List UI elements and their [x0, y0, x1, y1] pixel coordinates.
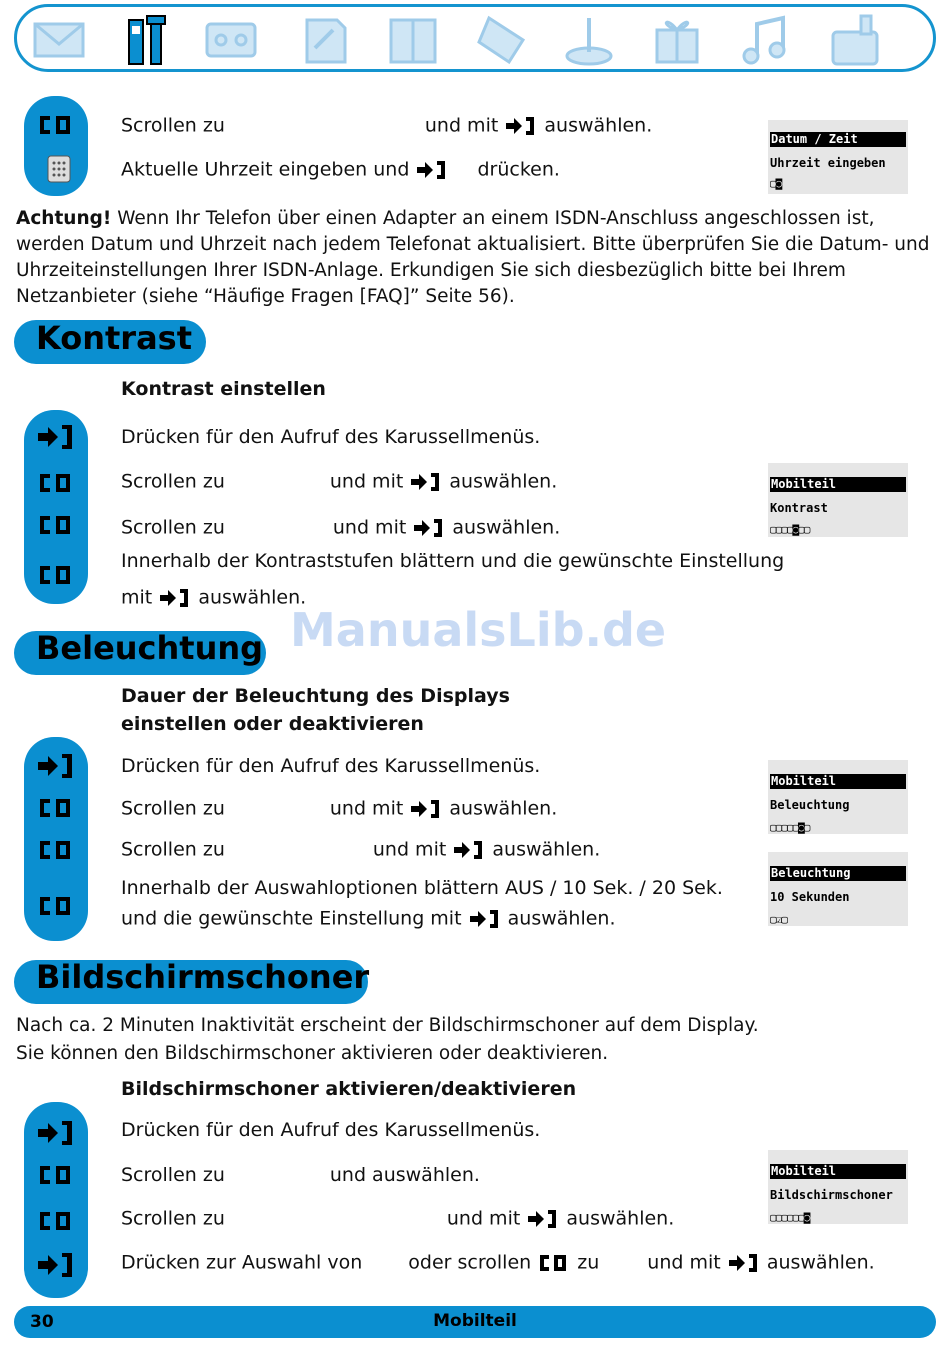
scroll-key-icon	[36, 793, 76, 823]
ok-key-icon	[409, 470, 443, 494]
step-icon-pill	[24, 410, 88, 604]
phone-tools-icon	[117, 12, 173, 68]
lcd-line: Bildschirmschoner	[770, 1188, 893, 1202]
scroll-key-icon	[36, 560, 76, 590]
scroll-key-icon	[36, 835, 76, 865]
scroll-key-icon	[537, 1251, 571, 1275]
subheading: Bildschirmschoner aktivieren/deaktivieren	[121, 1078, 577, 1100]
step-icon-pill	[24, 1102, 88, 1298]
ok-key-icon	[409, 797, 443, 821]
ok-key-icon	[36, 751, 76, 781]
page-footer	[14, 1306, 936, 1338]
lcd-display	[768, 463, 908, 537]
ok-key-icon	[36, 1118, 76, 1148]
lcd-title: Beleuchtung	[770, 866, 906, 881]
ok-key-icon	[36, 422, 76, 452]
subheading: Dauer der Beleuchtung des Displays	[121, 685, 510, 707]
keypad-icon	[473, 12, 529, 68]
lcd-display	[768, 1150, 908, 1224]
top-icon-bar	[14, 4, 936, 72]
music-icon	[737, 12, 793, 68]
ok-key-icon	[36, 1250, 76, 1280]
step-text: Scrollen zu und mit auswählen.	[121, 1207, 675, 1230]
scroll-key-icon	[36, 110, 76, 140]
step-text: Scrollen zu und mit auswählen.	[121, 470, 558, 493]
phone-base-icon	[827, 12, 883, 68]
scroll-key-icon	[36, 468, 76, 498]
scroll-key-icon	[36, 1206, 76, 1236]
book-icon	[385, 12, 441, 68]
section-heading: Bildschirmschoner	[36, 958, 370, 996]
step-text: Drücken für den Aufruf des Karussellmenüs.	[121, 755, 541, 777]
warning-paragraph: Achtung! Wenn Ihr Telefon über einen Adapter an einem ISDN-Anschluss angeschlossen ist, werden Datum und Uhrzeit nach jedem Telefonat aktualisiert. Bitte überprüfen Sie die Datum- und Uhrzeiteinstellungen Ihrer ISDN-Anlage. Erkundigen Sie sich diesbezüglich bitte bei Ihrem Netzanbieter (siehe “Häufige Fragen [FAQ]” Seite 56).	[16, 208, 930, 307]
lcd-display	[768, 852, 908, 926]
ok-key-icon	[727, 1251, 761, 1275]
ok-key-icon	[412, 516, 446, 540]
step-text: Innerhalb der Auswahloptionen blättern AUS / 10 Sek. / 20 Sek.	[121, 877, 723, 899]
step-text: Drücken für den Aufruf des Karussellmenüs.	[121, 426, 541, 448]
lcd-indicator: ▢☑▢	[770, 913, 787, 926]
ok-key-icon	[526, 1207, 560, 1231]
step-text: Scrollen zu und mit auswählen.	[121, 516, 561, 539]
lcd-line: Uhrzeit eingeben	[770, 156, 886, 170]
lcd-line: Kontrast	[770, 501, 828, 515]
lcd-title: Mobilteil	[770, 477, 906, 492]
scroll-key-icon	[36, 891, 76, 921]
section-heading: Beleuchtung	[36, 629, 264, 667]
lcd-title: Mobilteil	[770, 774, 906, 789]
section-heading: Kontrast	[36, 319, 193, 357]
antenna-icon	[561, 12, 617, 68]
ok-key-icon	[504, 114, 538, 138]
description-paragraph: Nach ca. 2 Minuten Inaktivität erscheint der Bildschirmschoner auf dem Display. Sie können den Bildschirmschoner aktivieren oder deaktivieren.	[16, 1015, 759, 1064]
note-icon	[297, 12, 353, 68]
step-icon-pill	[24, 737, 88, 941]
step-text: Innerhalb der Kontraststufen blättern und die gewünschte Einstellung	[121, 550, 785, 572]
footer-title: Mobilteil	[433, 1311, 517, 1331]
lcd-display	[768, 760, 908, 834]
page-number: 30	[30, 1312, 54, 1332]
subheading: Kontrast einstellen	[121, 378, 326, 400]
lcd-title: Datum / Zeit	[770, 132, 906, 147]
lcd-title: Mobilteil	[770, 1164, 906, 1179]
lcd-indicator: ▢◙	[770, 177, 782, 190]
scroll-key-icon	[36, 1160, 76, 1190]
envelope-icon	[31, 12, 87, 68]
step-text: Scrollen zu und mit auswählen.	[121, 797, 558, 820]
step-text: Aktuelle Uhrzeit eingeben und drücken.	[121, 158, 560, 181]
step-text: Drücken zur Auswahl von oder scrollen zu und mit auswählen.	[121, 1251, 875, 1274]
ok-key-icon	[452, 838, 486, 862]
ok-key-icon	[468, 907, 502, 931]
step-icon-pill	[24, 96, 88, 196]
step-text: und die gewünschte Einstellung mit auswählen.	[121, 907, 616, 930]
lcd-display	[768, 120, 908, 194]
lcd-line: 10 Sekunden	[770, 890, 850, 904]
ok-key-icon	[415, 158, 449, 182]
keypad-icon	[40, 154, 80, 184]
ok-key-icon	[158, 586, 192, 610]
scroll-key-icon	[36, 510, 76, 540]
step-text: Drücken für den Aufruf des Karussellmenüs.	[121, 1119, 541, 1141]
lcd-indicator: ▢▢▢▢◙▢▢	[770, 523, 810, 536]
step-text: mit auswählen.	[121, 586, 307, 609]
subheading: einstellen oder deaktivieren	[121, 713, 424, 735]
lcd-indicator: ▢▢▢▢▢◙▢	[770, 821, 810, 834]
step-text: Scrollen zu und mit auswählen.	[121, 838, 601, 861]
watermark: ManualsLib.de	[290, 603, 667, 657]
cassette-icon	[203, 12, 259, 68]
step-text: Scrollen zu und auswählen.	[121, 1164, 480, 1186]
gift-icon	[649, 12, 705, 68]
lcd-line: Beleuchtung	[770, 798, 850, 812]
step-text: Scrollen zu und mit auswählen.	[121, 114, 653, 137]
lcd-indicator: ▢▢▢▢▢▢◙	[770, 1211, 810, 1224]
